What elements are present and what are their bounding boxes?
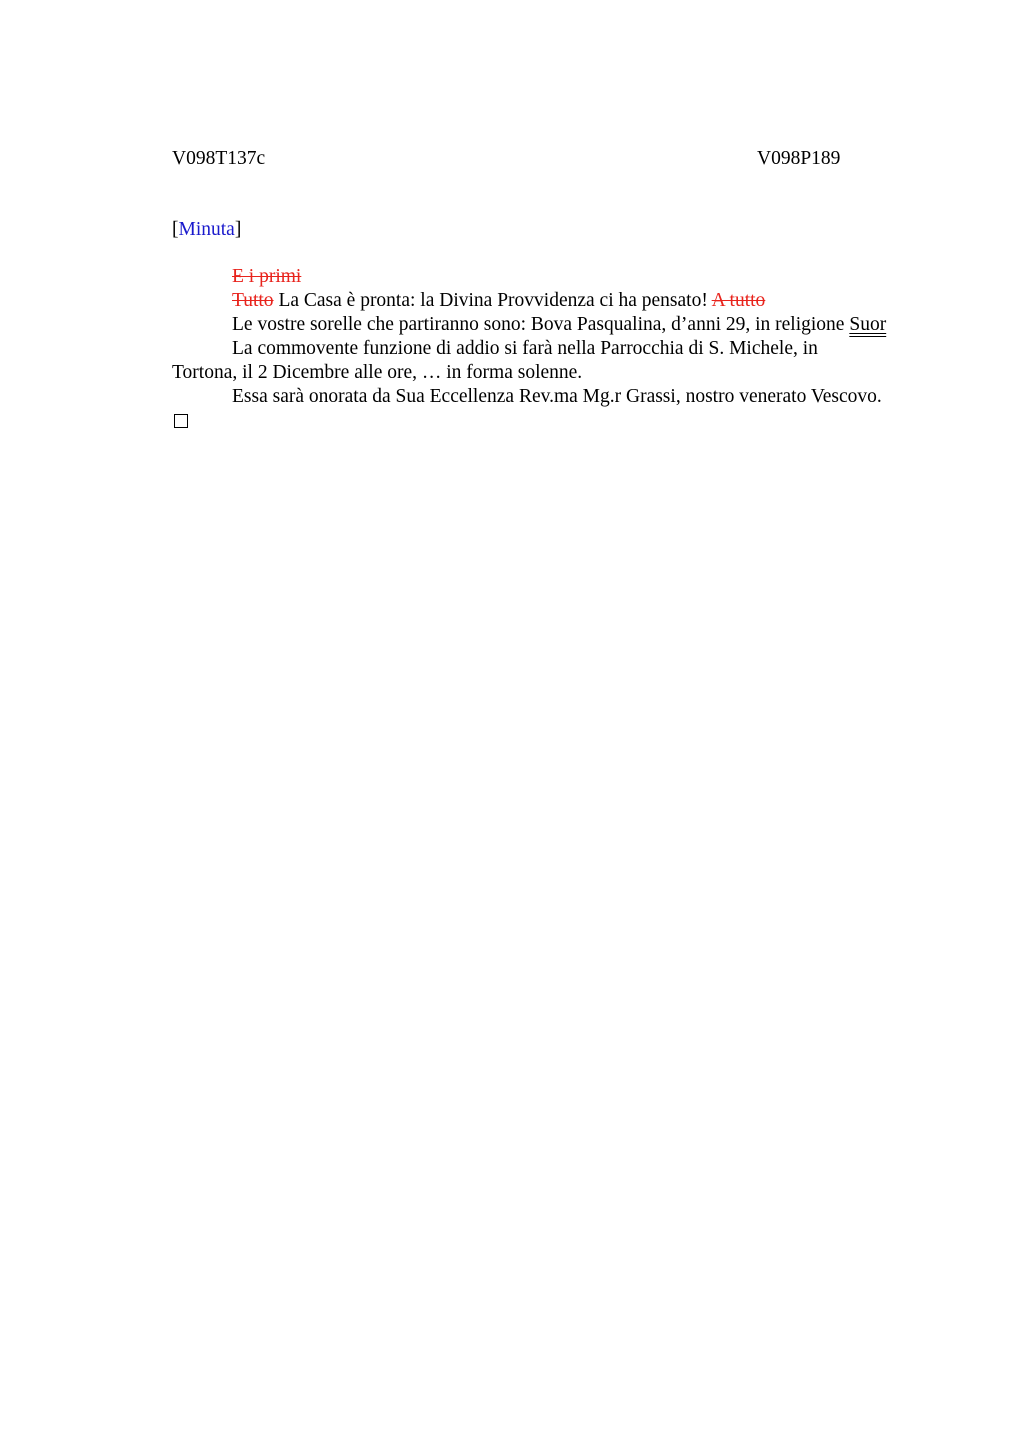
paragraph-1	[172, 265, 932, 289]
deleted-text: A tutto	[711, 290, 766, 311]
underlined-text: Suor	[849, 314, 887, 335]
paragraph-5: Essa sarà onorata da Sua Eccellenza Rev.ma Mg.r Grassi, nostro venerato Vescovo.	[232, 386, 882, 407]
paragraph-2	[172, 289, 932, 313]
bracket-close: ]	[234, 219, 242, 240]
bracket-open: [	[172, 219, 179, 240]
end-marker	[172, 409, 932, 435]
paragraph-text: La Casa è pronta: la Divina Provvidenza ci ha pensato!	[273, 290, 712, 311]
checkbox-square-icon	[174, 414, 188, 428]
letter-body	[172, 265, 932, 435]
paragraph-text: Le vostre sorelle che partiranno sono: Bova Pasqualina, d’anni 29, in religione	[232, 314, 850, 335]
paragraph-3	[172, 313, 932, 337]
deleted-text: Tutto	[232, 290, 274, 311]
deleted-text: E i primi	[232, 266, 302, 287]
document-code-left: V098T137c	[172, 148, 266, 169]
document-code-right: V098P189	[757, 148, 841, 169]
minuta-label	[172, 218, 241, 242]
minuta-text: Minuta	[178, 219, 235, 240]
paragraph-4: La commovente funzione di addio si farà nella Parrocchia di S. Michele, in Tortona, il 2 Dicembre alle ore, … in forma solenne.	[172, 338, 818, 383]
